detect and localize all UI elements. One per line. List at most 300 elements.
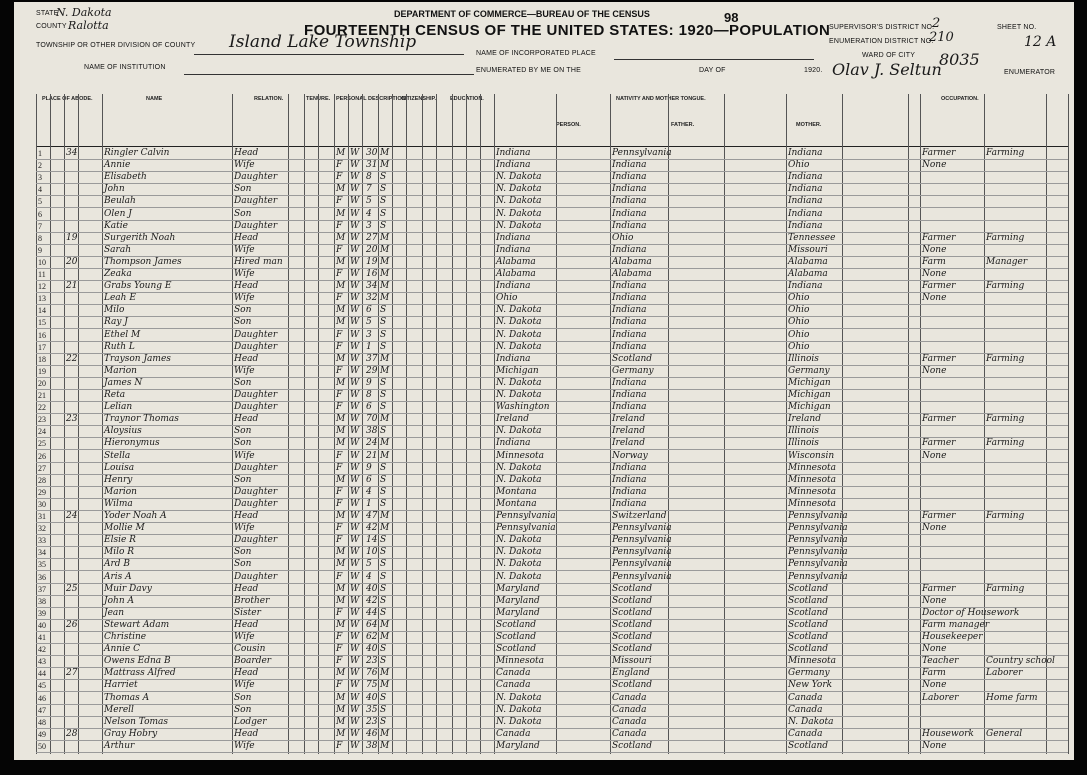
supervisor-label: SUPERVISOR'S DISTRICT NO. (829, 24, 935, 31)
cell-sex: M (336, 317, 346, 328)
cell-bp: Montana (496, 498, 537, 509)
cell-bp: N. Dakota (496, 305, 542, 316)
cell-age: 16 (366, 269, 378, 279)
page-title: FOURTEENTH CENSUS OF THE UNITED STATES: 1920—POPULATION (304, 22, 831, 39)
cell-age: 6 (366, 305, 372, 316)
cell-race: W (350, 377, 360, 388)
cell-occ: Farmer (922, 414, 956, 425)
cell-race: W (350, 644, 360, 655)
cell-fbp: Indiana (612, 281, 647, 292)
cell-occ: Housekeeper (922, 632, 983, 642)
cell-rel: Son (234, 547, 252, 558)
table-row (36, 438, 1068, 449)
cell-age: 75 (366, 680, 378, 691)
table-row (36, 402, 1068, 413)
cell-age: 23 (366, 716, 378, 727)
cell-rel: Daughter (234, 462, 278, 473)
cell-race: W (350, 632, 360, 642)
cell-mbp: Indiana (788, 148, 823, 158)
cell-age: 21 (366, 450, 378, 461)
cell-bp: Alabama (496, 269, 536, 279)
col-personal: PERSONAL DESCRIPTION. (336, 96, 408, 102)
cell-occ: None (922, 293, 947, 304)
cell-age: 35 (366, 704, 378, 715)
cell-ms: M (380, 668, 390, 679)
cell-fbp: Indiana (612, 244, 647, 255)
cell-rel: Daughter (234, 390, 278, 400)
census-sheet (14, 2, 1074, 760)
cell-sex: F (336, 498, 343, 509)
cell-sex: M (336, 414, 346, 425)
cell-ms: M (380, 619, 390, 630)
cell-n: 19 (38, 366, 46, 376)
table-row (36, 209, 1068, 220)
cell-sex: M (336, 232, 346, 243)
cell-age: 8 (366, 172, 372, 183)
cell-bp: Canada (496, 728, 531, 739)
cell-bp: Ireland (496, 414, 529, 425)
cell-fbp: Scotland (612, 595, 653, 606)
table-row (36, 475, 1068, 486)
cell-ms: M (380, 523, 390, 534)
row-rule (36, 752, 1068, 753)
cell-n: 15 (38, 318, 46, 328)
cell-n: 24 (38, 427, 46, 437)
cell-ms: S (380, 498, 387, 509)
cell-ms: S (380, 656, 387, 667)
cell-sex: F (336, 644, 343, 655)
cell-ms: S (380, 559, 387, 570)
cell-race: W (350, 740, 360, 751)
cell-sex: M (336, 377, 346, 388)
cell-fbp: Indiana (612, 390, 647, 400)
cell-age: 8 (366, 390, 372, 400)
cell-name: Stella (104, 450, 131, 461)
cell-age: 38 (366, 740, 378, 751)
cell-mbp: Germany (788, 668, 830, 679)
table-row (36, 584, 1068, 595)
cell-ind: General (986, 728, 1023, 739)
cell-mbp: Illinois (788, 426, 819, 437)
cell-name: James N (104, 377, 143, 388)
cell-name: Milo R (104, 547, 135, 558)
cell-sex: F (336, 632, 343, 642)
cell-rel: Wife (234, 365, 255, 376)
cell-rel: Head (234, 232, 259, 243)
cell-dw: 24 (66, 511, 78, 521)
cell-bp: Scotland (496, 632, 537, 642)
cell-dw: 25 (66, 583, 78, 594)
cell-name: Reta (104, 390, 126, 400)
cell-rel: Son (234, 317, 252, 328)
table-row (36, 487, 1068, 498)
cell-bp: N. Dakota (496, 426, 542, 437)
cell-ind: Home farm (986, 692, 1038, 703)
cell-sex: F (336, 462, 343, 473)
cell-bp: N. Dakota (496, 184, 542, 195)
cell-bp: N. Dakota (496, 390, 542, 400)
cell-ms: M (380, 160, 390, 171)
cell-n: 39 (38, 608, 46, 618)
cell-age: 27 (366, 232, 378, 243)
cell-ms: S (380, 607, 387, 618)
cell-race: W (350, 680, 360, 691)
cell-race: W (350, 208, 360, 219)
cell-mbp: Michigan (788, 377, 831, 388)
cell-n: 45 (38, 681, 46, 691)
cell-rel: Wife (234, 632, 255, 642)
cell-mbp: Alabama (788, 269, 828, 279)
cell-mbp: Scotland (788, 740, 829, 751)
cell-ms: M (380, 450, 390, 461)
table-row (36, 596, 1068, 607)
table-row (36, 608, 1068, 619)
cell-fbp: Scotland (612, 607, 653, 618)
cell-name: Ruth L (104, 341, 135, 352)
cell-bp: Michigan (496, 365, 539, 376)
cell-name: Olen J (104, 208, 132, 219)
cell-fbp: England (612, 668, 650, 679)
cell-ms: S (380, 172, 387, 183)
cell-occ: None (922, 680, 947, 691)
cell-rel: Son (234, 208, 252, 219)
cell-ms: S (380, 426, 387, 437)
cell-race: W (350, 353, 360, 364)
cell-rel: Daughter (234, 486, 278, 497)
cell-ms: M (380, 438, 390, 449)
cell-rel: Cousin (234, 644, 266, 655)
cell-sex: M (336, 184, 346, 195)
cell-mbp: Germany (788, 365, 830, 376)
cell-occ: Farm (922, 256, 946, 267)
cell-fbp: Indiana (612, 196, 647, 207)
table-row (36, 644, 1068, 655)
cell-sex: M (336, 692, 346, 703)
cell-sex: M (336, 559, 346, 570)
cell-fbp: Ireland (612, 426, 645, 437)
cell-race: W (350, 281, 360, 292)
cell-n: 8 (38, 233, 42, 243)
col-occupation: OCCUPATION. (941, 96, 979, 102)
cell-n: 29 (38, 487, 46, 497)
cell-rel: Head (234, 281, 259, 292)
cell-rel: Daughter (234, 220, 278, 231)
cell-rel: Head (234, 148, 259, 158)
cell-age: 40 (366, 644, 378, 655)
cell-n: 31 (38, 512, 46, 521)
cell-name: Katie (104, 220, 128, 231)
cell-rel: Hired man (234, 256, 283, 267)
cell-ms: S (380, 486, 387, 497)
cell-sex: F (336, 172, 343, 183)
cell-mbp: Indiana (788, 184, 823, 195)
cell-age: 44 (366, 607, 378, 618)
cell-n: 4 (38, 185, 42, 195)
cell-bp: N. Dakota (496, 172, 542, 183)
cell-mbp: Minnesota (788, 462, 837, 473)
cell-race: W (350, 728, 360, 739)
cell-ms: S (380, 595, 387, 606)
table-row (36, 293, 1068, 304)
cell-fbp: Indiana (612, 402, 647, 413)
cell-sex: M (336, 438, 346, 449)
cell-rel: Son (234, 692, 252, 703)
table-row (36, 535, 1068, 546)
cell-bp: N. Dakota (496, 341, 542, 352)
cell-mbp: Michigan (788, 402, 831, 413)
cell-mbp: Pennsylvania (788, 511, 848, 521)
cell-bp: Scotland (496, 644, 537, 655)
cell-dw: 27 (66, 668, 78, 679)
cell-ms: S (380, 583, 387, 594)
cell-bp: Canada (496, 668, 531, 679)
cell-fbp: Indiana (612, 377, 647, 388)
cell-mbp: Minnesota (788, 498, 837, 509)
cell-fbp: Scotland (612, 619, 653, 630)
cell-fbp: Norway (612, 450, 648, 461)
cell-fbp: Indiana (612, 184, 647, 195)
cell-fbp: Scotland (612, 680, 653, 691)
cell-ms: M (380, 244, 390, 255)
cell-race: W (350, 523, 360, 534)
cell-rel: Daughter (234, 571, 278, 582)
cell-occ: Farmer (922, 511, 956, 521)
cell-fbp: Missouri (612, 656, 652, 667)
cell-sex: M (336, 353, 346, 364)
table-row (36, 196, 1068, 207)
cell-name: Elisabeth (104, 172, 147, 183)
table-row (36, 317, 1068, 328)
cell-sex: M (336, 305, 346, 316)
cell-rel: Lodger (234, 716, 267, 727)
cell-age: 76 (366, 668, 378, 679)
cell-mbp: Missouri (788, 244, 828, 255)
cell-age: 29 (366, 365, 378, 376)
cell-mbp: Canada (788, 704, 823, 715)
cell-age: 42 (366, 595, 378, 606)
enumerator-name: Olav J. Seltun (832, 60, 942, 79)
cell-n: 44 (38, 669, 46, 679)
cell-bp: Scotland (496, 619, 537, 630)
cell-mbp: Scotland (788, 583, 829, 594)
cell-race: W (350, 547, 360, 558)
table-row (36, 172, 1068, 183)
cell-n: 46 (38, 693, 46, 703)
cell-race: W (350, 668, 360, 679)
cell-ms: S (380, 329, 387, 340)
cell-bp: Indiana (496, 232, 531, 243)
cell-bp: N. Dakota (496, 329, 542, 340)
cell-sex: M (336, 148, 346, 158)
cell-rel: Brother (234, 595, 270, 606)
county-label: COUNTY (36, 23, 67, 30)
cell-age: 62 (366, 632, 378, 642)
cell-bp: Indiana (496, 148, 531, 158)
cell-age: 70 (366, 414, 378, 425)
table-row (36, 160, 1068, 171)
enum-district-label: ENUMERATION DISTRICT NO. (829, 38, 934, 45)
cell-race: W (350, 656, 360, 667)
cell-ms: S (380, 535, 387, 546)
cell-ind: Farming (986, 232, 1025, 243)
cell-mbp: Ohio (788, 341, 810, 352)
cell-name: Aris A (104, 571, 132, 582)
cell-n: 36 (38, 572, 46, 582)
cell-dw: 19 (66, 232, 78, 243)
col-place-of-abode: PLACE OF ABODE. (42, 96, 93, 102)
cell-mbp: Minnesota (788, 486, 837, 497)
cell-fbp: Indiana (612, 317, 647, 328)
cell-race: W (350, 244, 360, 255)
cell-occ: Laborer (922, 692, 959, 703)
cell-sex: F (336, 680, 343, 691)
cell-dw: 23 (66, 414, 78, 425)
table-row (36, 511, 1068, 522)
cell-bp: N. Dakota (496, 535, 542, 546)
cell-name: Nelson Tomas (104, 716, 169, 727)
cell-mbp: Pennsylvania (788, 535, 848, 546)
cell-mbp: Ohio (788, 317, 810, 328)
cell-sex: M (336, 619, 346, 630)
cell-name: Ringler Calvin (104, 148, 170, 158)
table-row (36, 705, 1068, 716)
cell-mbp: Ohio (788, 305, 810, 316)
cell-n: 14 (38, 306, 46, 316)
cell-name: Muir Davy (104, 583, 152, 594)
cell-fbp: Pennsylvania (612, 523, 672, 534)
cell-name: Yoder Noah A (104, 511, 167, 521)
cell-n: 47 (38, 705, 46, 715)
cell-name: Ethel M (104, 329, 141, 340)
cell-ms: M (380, 365, 390, 376)
table-row (36, 547, 1068, 558)
cell-ms: M (380, 281, 390, 292)
cell-fbp: Indiana (612, 305, 647, 316)
cell-ind: Country school (986, 656, 1055, 667)
cell-race: W (350, 341, 360, 352)
cell-fbp: Alabama (612, 269, 652, 279)
cell-race: W (350, 583, 360, 594)
cell-ms: S (380, 305, 387, 316)
col-person: PERSON. (556, 122, 581, 128)
col-relation: RELATION. (254, 96, 284, 102)
cell-race: W (350, 317, 360, 328)
sheet-no: 12 A (1024, 34, 1057, 50)
cell-fbp: Canada (612, 728, 647, 739)
cell-rel: Wife (234, 523, 255, 534)
cell-rel: Daughter (234, 341, 278, 352)
cell-name: Gray Hobry (104, 728, 158, 739)
cell-bp: Maryland (496, 740, 540, 751)
cell-age: 32 (366, 293, 378, 304)
cell-sex: F (336, 341, 343, 352)
cell-n: 25 (38, 439, 46, 449)
cell-name: Thomas A (104, 692, 150, 703)
institution-label: NAME OF INSTITUTION (84, 64, 166, 71)
cell-race: W (350, 704, 360, 715)
cell-name: Henry (104, 474, 133, 485)
cell-race: W (350, 498, 360, 509)
cell-race: W (350, 486, 360, 497)
table-row (36, 717, 1068, 728)
cell-sex: M (336, 256, 346, 267)
cell-race: W (350, 426, 360, 437)
cell-n: 27 (38, 463, 46, 473)
cell-name: Ard B (104, 559, 131, 570)
cell-rel: Son (234, 305, 252, 316)
cell-bp: Indiana (496, 160, 531, 171)
table-row (36, 559, 1068, 570)
cell-rel: Head (234, 583, 259, 594)
cell-name: Sarah (104, 244, 131, 255)
cell-n: 6 (38, 209, 42, 219)
cell-race: W (350, 450, 360, 461)
table-row (36, 656, 1068, 667)
cell-race: W (350, 232, 360, 243)
cell-fbp: Indiana (612, 220, 647, 231)
cell-fbp: Canada (612, 716, 647, 727)
cell-age: 47 (366, 511, 378, 521)
cell-sex: F (336, 293, 343, 304)
table-row (36, 269, 1068, 280)
cell-fbp: Scotland (612, 583, 653, 594)
cell-race: W (350, 329, 360, 340)
cell-mbp: Wisconsin (788, 450, 835, 461)
table-row (36, 378, 1068, 389)
cell-n: 41 (38, 633, 46, 642)
cell-fbp: Ireland (612, 414, 645, 425)
cell-mbp: Pennsylvania (788, 547, 848, 558)
cell-sex: M (336, 595, 346, 606)
cell-occ: Farm manager (922, 619, 990, 630)
cell-fbp: Indiana (612, 486, 647, 497)
cell-name: Ray J (104, 317, 128, 328)
cell-age: 6 (366, 474, 372, 485)
cell-name: Marion (104, 486, 137, 497)
table-row (36, 414, 1068, 425)
cell-mbp: Canada (788, 692, 823, 703)
cell-name: Thompson James (104, 256, 182, 267)
cell-bp: Washington (496, 402, 550, 413)
enum-district-no: 210 (929, 30, 954, 45)
cell-age: 3 (366, 220, 372, 231)
cell-mbp: Michigan (788, 390, 831, 400)
cell-fbp: Indiana (612, 172, 647, 183)
cell-sex: F (336, 740, 343, 751)
cell-sex: M (336, 728, 346, 739)
cell-occ: None (922, 523, 947, 534)
cell-name: Christine (104, 632, 147, 642)
table-row (36, 741, 1068, 752)
cell-occ: None (922, 450, 947, 461)
cell-rel: Daughter (234, 329, 278, 340)
cell-rel: Wife (234, 244, 255, 255)
cell-age: 24 (366, 438, 378, 449)
cell-name: Merell (104, 704, 134, 715)
cell-ms: M (380, 414, 390, 425)
cell-fbp: Scotland (612, 353, 653, 364)
cell-sex: M (336, 547, 346, 558)
cell-age: 20 (366, 244, 378, 255)
table-row (36, 729, 1068, 740)
cell-occ: Farmer (922, 438, 956, 449)
cell-bp: N. Dakota (496, 547, 542, 558)
cell-occ: Farmer (922, 281, 956, 292)
cell-age: 30 (366, 148, 378, 158)
table-row (36, 342, 1068, 353)
cell-occ: Farmer (922, 353, 956, 364)
cell-fbp: Switzerland (612, 511, 667, 521)
